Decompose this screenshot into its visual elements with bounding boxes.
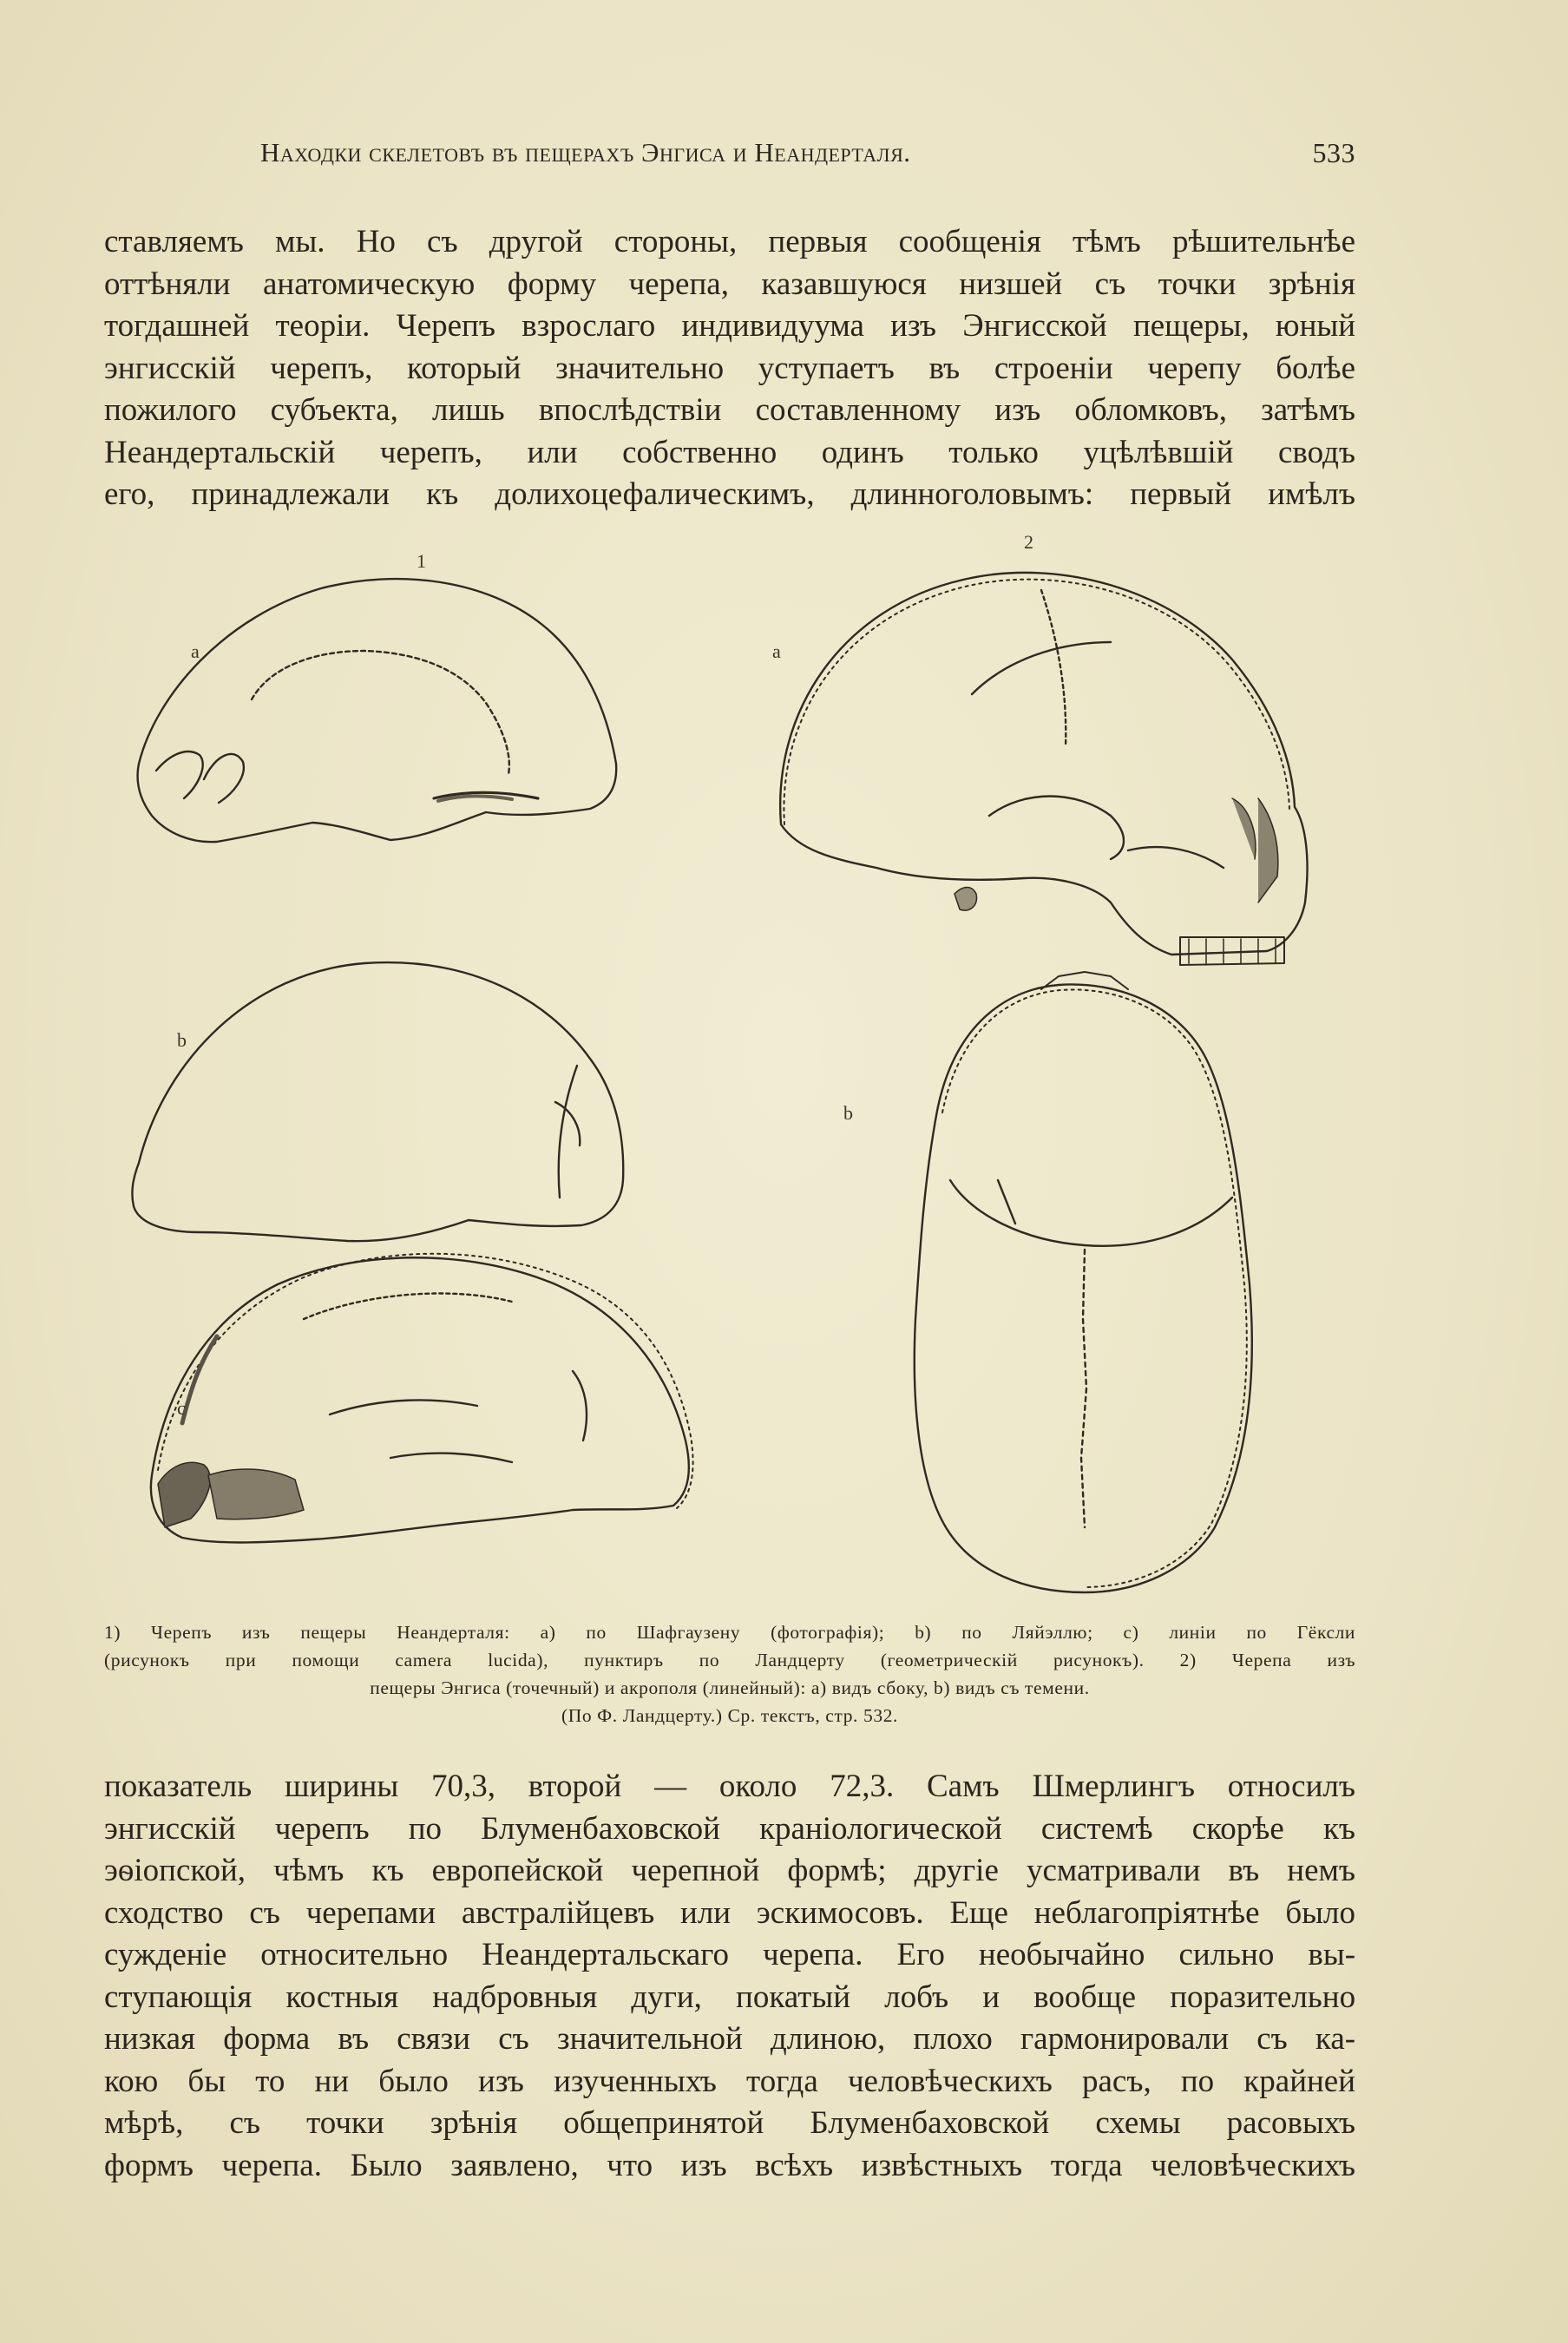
- running-title: Находки скелетовъ въ пещерахъ Энгиса и Неандерталя.: [260, 137, 911, 167]
- text-line: оттѣняли анатомическую форму черепа, казавшуюся низшей съ точки зрѣнія: [104, 266, 1355, 302]
- text-line: формъ черепа. Было заявлено, что изъ всѣхъ извѣстныхъ тогда человѣческихъ: [104, 2147, 1356, 2183]
- text-line: кою бы то ни было изъ изученныхъ тогда человѣческихъ расъ, по крайней: [104, 2063, 1356, 2099]
- caption-line: (рисунокъ при помощи camera lucida), пунктиръ по Ландцерту (геометрическій рисунокъ). 2) Черепа изъ: [104, 1650, 1356, 1670]
- text-line: пожилого субъекта, лишь впослѣдствіи составленному изъ обломковъ, затѣмъ: [104, 392, 1356, 428]
- caption-line: пещеры Энгиса (точечный) и акрополя (линейный): a) видъ сбоку, b) видъ съ темени.: [370, 1677, 1090, 1698]
- figure-label-1a: a: [191, 640, 200, 662]
- figure-label-2b: b: [843, 1102, 853, 1124]
- text-line: тогдашней теоріи. Черепъ взрослаго индивидуума изъ Энгисской пещеры, юный: [104, 308, 1356, 344]
- text-line: энгисскій черепъ, который значительно уступаетъ въ строеніи черепу болѣе: [104, 350, 1356, 386]
- text-line: показатель ширины 70,3, второй — около 72,3. Самъ Шмерлингъ относилъ: [104, 1769, 1356, 1804]
- text-line: низкая форма въ связи съ значительной длиною, плохо гармонировали съ ка-: [104, 2021, 1356, 2057]
- figure-label-1c: c: [177, 1397, 186, 1419]
- skull-figure: [104, 531, 1355, 1614]
- page-header: [260, 137, 1355, 172]
- text-line: мѣрѣ, съ точки зрѣнія общепринятой Блуменбаховской схемы расовыхъ: [104, 2105, 1356, 2141]
- skull-1a-drawing: [138, 579, 617, 842]
- figure-label-2a: a: [772, 640, 781, 662]
- skull-1c-drawing: [151, 1254, 693, 1543]
- text-line: ставляемъ мы. Но съ другой стороны, первыя сообщенія тѣмъ рѣшительнѣе: [104, 224, 1356, 259]
- text-line: эѳіопской, чѣмъ къ европейской черепной формѣ; другіе усматривали въ немъ: [104, 1853, 1356, 1888]
- skull-2b-drawing: [915, 972, 1252, 1592]
- figure-caption: [104, 1618, 1355, 1729]
- figure-label-group2: 2: [1024, 531, 1033, 553]
- figure-label-group1: 1: [417, 550, 426, 572]
- figure-label-1b: b: [177, 1029, 187, 1051]
- skull-2a-drawing: [780, 573, 1307, 965]
- text-line: сходство съ черепами австралійцевъ или эскимосовъ. Еще неблагопріятнѣе было: [104, 1894, 1355, 1931]
- skull-1b-drawing: [132, 962, 623, 1241]
- text-line: его, принадлежали къ долихоцефалическимъ, длинноголовымъ: первый имѣлъ: [104, 476, 1356, 512]
- caption-line: 1) Черепъ изъ пещеры Неандерталя: a) по Шафгаузену (фотографія); b) по Ляйэллю; c) линіи по Гёксли: [104, 1622, 1356, 1643]
- skull-drawings: [104, 538, 1355, 1614]
- text-line: ступающія костныя надбровныя дуги, покатый лобъ и вообще поразительно: [104, 1979, 1356, 2015]
- top-paragraph: [104, 221, 1355, 516]
- bottom-paragraph: [104, 1766, 1355, 2187]
- caption-line: (По Ф. Ландцерту.) Ср. текстъ, стр. 532.: [561, 1705, 899, 1726]
- page-number: 533: [1312, 137, 1355, 168]
- text-line: энгисскій черепъ по Блуменбаховской краніологической системѣ скорѣе къ: [104, 1810, 1356, 1847]
- text-line: Неандертальскій черепъ, или собственно одинъ только уцѣлѣвшій сводъ: [104, 434, 1355, 470]
- text-line: сужденіе относительно Неандертальскаго черепа. Его необычайно сильно вы-: [104, 1937, 1356, 1972]
